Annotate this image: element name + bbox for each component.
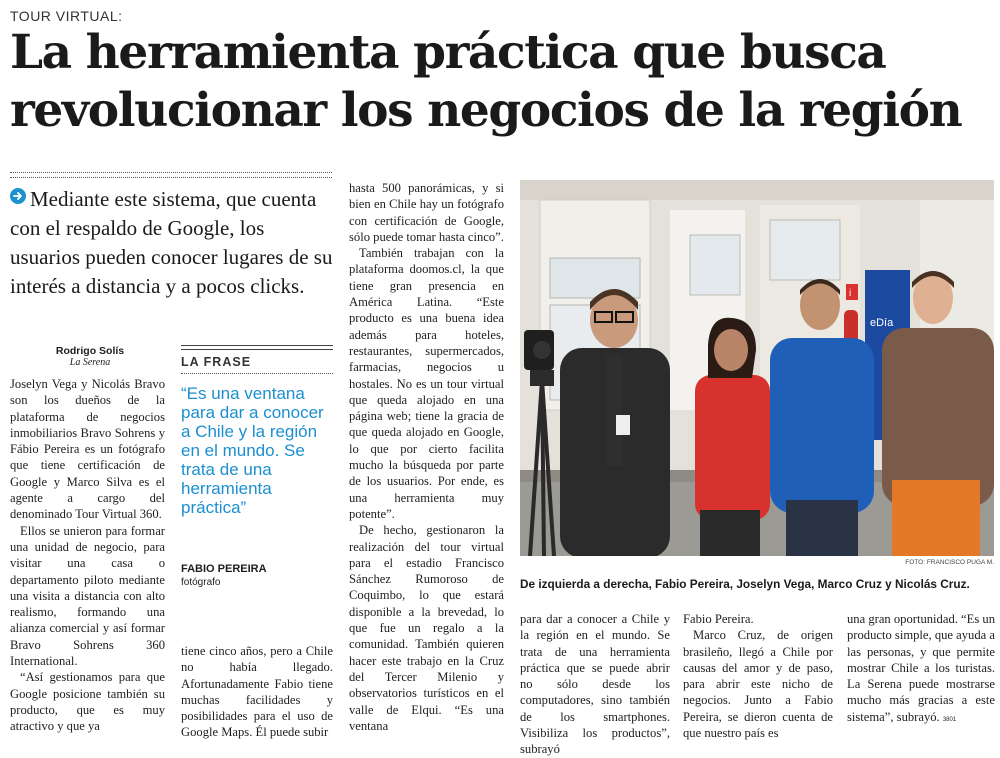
group-photo bbox=[520, 180, 994, 556]
paragraph: Marco Cruz, de origen brasileño, llegó a Chile por causas del amor y de paso, para abrir este nicho de negocios. Junto a Fabio Pereira, se dieron cuenta de que nuestro país es bbox=[683, 628, 833, 741]
lead-text: Mediante este sistema, que cuenta con el respaldo de Google, los usuarios pueden conocer lugares de su interés a distancia y a pocos clicks. bbox=[10, 187, 333, 298]
photo-illustration bbox=[520, 180, 994, 556]
article-column-4 bbox=[520, 611, 670, 758]
end-code: 3801 bbox=[942, 716, 957, 723]
frase-label: LA FRASE bbox=[181, 355, 252, 369]
paragraph bbox=[847, 611, 995, 728]
photo-sign-letter: i bbox=[849, 288, 852, 299]
frase-author-role: fotógrafo bbox=[181, 577, 221, 588]
paragraph: Joselyn Vega y Nicolás Bravo son los dueños de la plataforma de negocios inmobiliarios Bravo Sohrens y Fábio Pereira es un fotógrafo que tiene certificación de Google y Marco Silva es el agente a cargo del denominado Tour Virtual 360. bbox=[10, 377, 165, 522]
article-column-2 bbox=[181, 643, 333, 741]
frase-rule-2 bbox=[181, 349, 333, 350]
paragraph: Ellos se unieron para formar una unidad de negocio, para visitar una casa o departamento piloto mediante una visita a distancia con alto realismo, formando una alianza comercial y así formar Bravo Sohrens 360 International. bbox=[10, 523, 165, 669]
headline bbox=[10, 24, 995, 140]
lead-paragraph bbox=[10, 185, 335, 301]
arrow-right-icon bbox=[10, 188, 26, 204]
photo-caption: De izquierda a derecha, Fabio Pereira, Joselyn Vega, Marco Cruz y Nicolás Cruz. bbox=[520, 577, 970, 591]
paragraph: De hecho, gestionaron la realización del tour virtual para el estadio Francisco Sánchez Rumoroso de Coquimbo, lo que estará disponible a la brevedad, lo que fue un regalo a la comunidad. También quieren hacer este trabajo en la Cruz del Tercer Milenio y observatorios turísticos en el valle de Elqui. “Es una ventana bbox=[349, 523, 504, 733]
article-column-5 bbox=[683, 611, 833, 741]
frase-dotted-rule bbox=[181, 373, 333, 374]
photo-banner-text: eDía bbox=[870, 317, 894, 329]
frase-author bbox=[181, 563, 267, 588]
paragraph-text: una gran oportunidad. “Es un producto simple, que ayuda a las personas, y que permite mostrar Chile a los turistas. La Serena puede mostrarse mucho más gracias a este sistema”, subrayó. bbox=[847, 612, 995, 724]
byline-author: Rodrigo Solís bbox=[55, 345, 125, 357]
paragraph: tiene cinco años, pero a Chile no había llegado. Afortunadamente Fabio tiene muchas facilidades y posibilidades para el uso de Google Maps. Él puede subir bbox=[181, 644, 333, 740]
divider-top-left bbox=[10, 172, 332, 173]
paragraph: “Así gestionamos para que Google posicione también su producto, que es muy atractivo y que ya bbox=[10, 670, 165, 734]
paragraph: También trabajan con la plataforma doomos.cl, la que tiene gran presencia en América Latina. “Este producto es una buena idea además para hoteles, restaurantes, supermercados, farmacias, negocios u hostales. No es un tour virtual que queda alojado en una página web; tiene la gracia de que queda alojado en Google, lo que por cierto facilita mucho la búsqueda por parte de los usuarios. Por ende, es una herramienta muy potente”. bbox=[349, 246, 504, 521]
byline-location: La Serena bbox=[69, 357, 111, 368]
paragraph: Fabio Pereira. bbox=[683, 612, 754, 626]
article-column-6 bbox=[847, 611, 995, 728]
byline bbox=[10, 345, 170, 368]
headline-line-1: La herramienta práctica que busca bbox=[10, 25, 886, 80]
paragraph: para dar a conocer a Chile y la región en el mundo. Se trata de una herramienta práctica que se puede abrir no sólo desde los computadores, sino también de los smartphones. Visibiliza los productos”, subrayó bbox=[520, 612, 670, 757]
paragraph: hasta 500 panorámicas, y si bien en Chile hay un fotógrafo con certificación de Google, sólo puede tomar hasta cinco”. bbox=[349, 181, 504, 244]
article-column-1 bbox=[10, 376, 165, 735]
article-column-3 bbox=[349, 180, 504, 734]
frase-rule bbox=[181, 345, 333, 346]
divider-top-left-2 bbox=[10, 177, 332, 178]
section-label: TOUR VIRTUAL: bbox=[10, 8, 123, 24]
headline-line-2: revolucionar los negocios de la región bbox=[10, 83, 962, 138]
frase-quote: “Es una ventana para dar a conocer a Chile y la región en el mundo. Se trata de una herramienta práctica” bbox=[181, 384, 324, 517]
frase-author-name: FABIO PEREIRA bbox=[181, 563, 267, 575]
photo-credit: FOTO: FRANCISCO PUGA M. bbox=[905, 559, 994, 566]
